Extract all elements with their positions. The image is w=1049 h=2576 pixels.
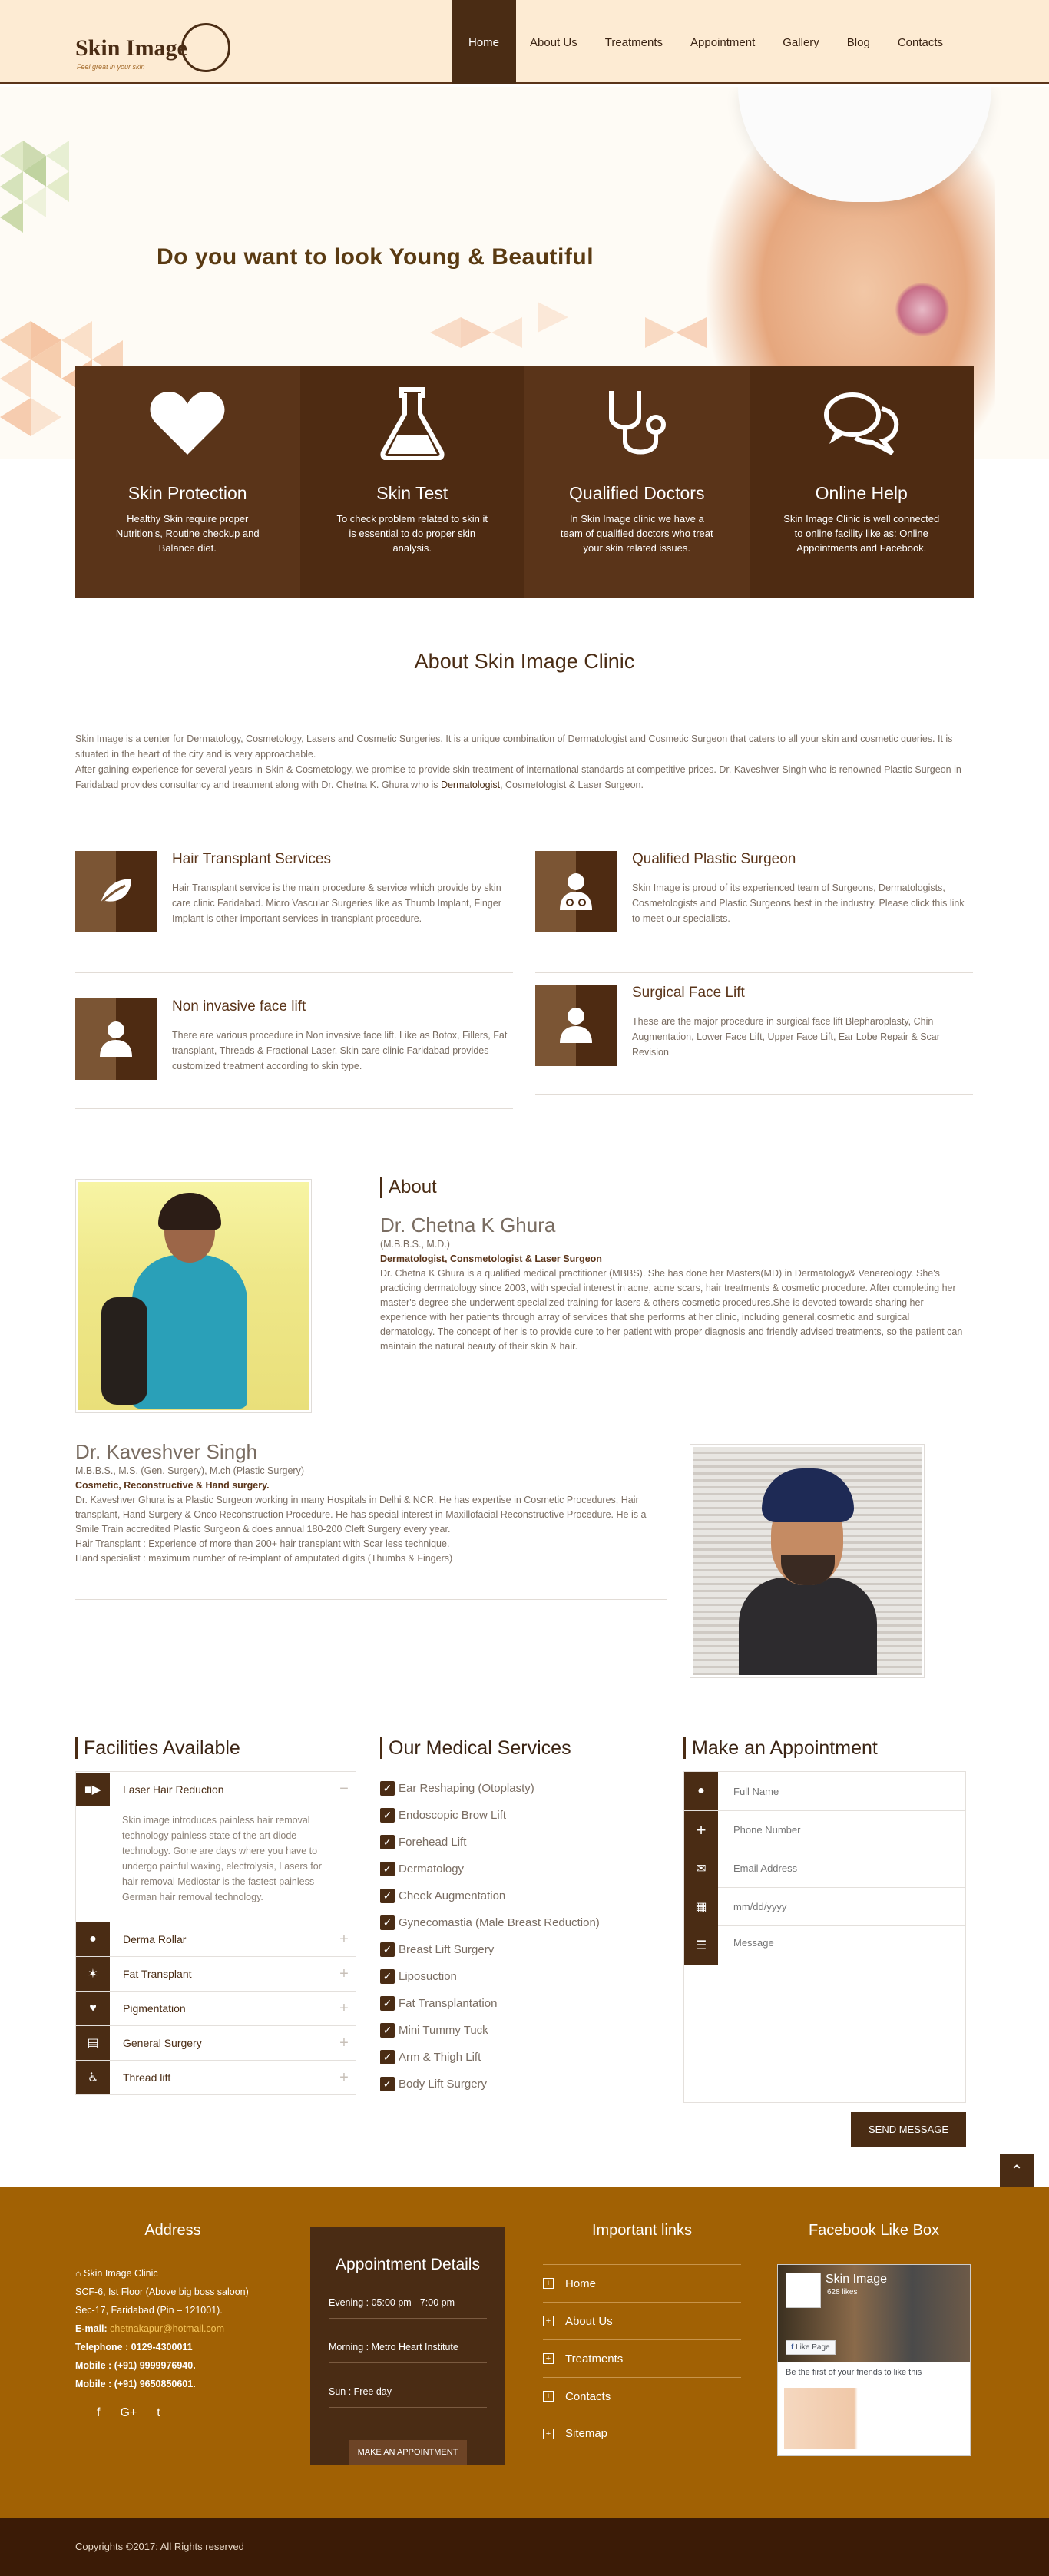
list-item-label: Arm & Thigh Lift: [399, 2051, 481, 2064]
list-item-label: Endoscopic Brow Lift: [399, 1809, 507, 1822]
dr-chetna-degree: (M.B.B.S., M.D.): [380, 1239, 450, 1250]
doctor-icon: [535, 851, 617, 932]
footer-link-label: Contacts: [565, 2389, 611, 2403]
telephone: Telephone : 0129-4300011: [75, 2342, 193, 2353]
facebook-likes-count: 628 likes: [827, 2288, 858, 2296]
service-text: Hair Transplant service is the main procedure & service which provide by skin care clinic Faridabad. Micro Vascular Surgeries like as Thumb Implant, Finger Implant is other important services in transplant procedure.: [172, 882, 501, 924]
accordion-item-pigmentation[interactable]: [76, 1991, 356, 2025]
important-links-list: [543, 2264, 741, 2452]
feature-skin-protection: [75, 366, 300, 598]
footer-link-treatments[interactable]: [543, 2339, 741, 2377]
flask-icon: [300, 380, 525, 466]
nav-gallery[interactable]: Gallery: [783, 36, 819, 49]
social-icons: [75, 2404, 249, 2422]
list-item[interactable]: [380, 1909, 626, 1936]
about-paragraph-1: Skin Image is a center for Dermatology, Cosmetology, Lasers and Cosmetic Surgeries. It is a unique combination of Dermatologist and Cosmetic Surgeon that caters to all your skin and cosmetic queries. It is situated in the heart of the city and is very approachable.: [75, 733, 953, 760]
divider: [535, 1094, 973, 1095]
email-label: E-mail:: [75, 2323, 108, 2334]
dr-kaveshver-hair-transplant: Hair Transplant : Experience of more than 200+ hair transplant with Scar less technique.: [75, 1538, 450, 1549]
divider: [75, 1108, 513, 1109]
list-item-label: Breast Lift Surgery: [399, 1943, 495, 1956]
list-item-label: Cheek Augmentation: [399, 1889, 506, 1902]
plus-icon[interactable]: +: [339, 1930, 349, 1948]
nav-contacts[interactable]: Contacts: [897, 36, 944, 49]
photo-hair: [158, 1193, 221, 1230]
accordion-label: Derma Rollar: [123, 1933, 187, 1945]
accordion-label: General Surgery: [123, 2037, 202, 2049]
appointment-form: [683, 1771, 966, 2103]
facebook-post-preview-image: [784, 2388, 959, 2449]
footer-link-contacts[interactable]: [543, 2377, 741, 2415]
doctors-about-heading: About: [380, 1177, 437, 1198]
main-nav: [452, 0, 957, 84]
nav-blog[interactable]: Blog: [846, 36, 870, 49]
medical-services-list: [380, 1775, 626, 2098]
check-icon: ✓: [380, 1835, 395, 1849]
stethoscope-icon: [524, 380, 750, 466]
feature-qualified-doctors: [524, 366, 750, 598]
about-text: [75, 731, 974, 793]
copyright-bar: Copyrights ©2017: All Rights reserved: [0, 2518, 1049, 2576]
service-text: These are the major procedure in surgical face lift Blepharoplasty, Chin Augmentation, Lower Face Lift, Upper Face Lift, Ear Lobe Repair & Scar Revision: [632, 1016, 940, 1058]
accordion-item-laser-hair-reduction[interactable]: [76, 1772, 356, 1806]
footer-link-label: About Us: [565, 2314, 613, 2328]
service-text: There are various procedure in Non invasive face lift. Like as Botox, Fillers, Fat transplant, Threads & Fractional Laser. Skin care clinic Faridabad provides customized treatment according to skin type.: [172, 1030, 508, 1071]
accordion-label: Thread lift: [123, 2071, 171, 2084]
footer-link-about-us[interactable]: [543, 2302, 741, 2339]
list-item[interactable]: [380, 2071, 626, 2098]
about-paragraph-2-end: , Cosmetologist & Laser Surgeon.: [500, 780, 644, 790]
email-link[interactable]: chetnakapur@hotmail.com: [110, 2323, 225, 2334]
list-item-label: Ear Reshaping (Otoplasty): [399, 1782, 534, 1795]
check-icon: ✓: [380, 1889, 395, 1903]
divider: [75, 1599, 667, 1600]
check-icon: ✓: [380, 1781, 395, 1796]
feature-title: Online Help: [815, 483, 908, 503]
nav-home[interactable]: Home: [452, 0, 516, 84]
accordion-label: Laser Hair Reduction: [123, 1783, 224, 1796]
list-item[interactable]: [380, 1802, 626, 1829]
heart-icon: [75, 380, 300, 466]
list-item[interactable]: [380, 1856, 626, 1882]
message-textarea[interactable]: [733, 1937, 965, 2102]
video-camera-icon: ■▶: [76, 1773, 110, 1806]
footer-link-label: Sitemap: [565, 2427, 608, 2440]
plus-icon[interactable]: +: [339, 1999, 349, 2017]
chevron-up-icon: ⌃: [1010, 2163, 1024, 2180]
check-icon: ✓: [380, 1862, 395, 1876]
dr-chetna-photo: [75, 1179, 312, 1413]
like-page-label: Like Page: [796, 2343, 830, 2352]
accordion-open-panel: [76, 1772, 356, 1922]
list-item[interactable]: [380, 2044, 626, 2071]
check-icon: ✓: [380, 1915, 395, 1930]
user-icon: ●: [684, 1772, 718, 1810]
photo-suit: [739, 1578, 877, 1675]
list-item-label: Forehead Lift: [399, 1836, 467, 1849]
full-name-input[interactable]: [733, 1786, 965, 1797]
dr-chetna-info: [380, 1214, 964, 1354]
date-input[interactable]: [733, 1901, 965, 1912]
service-title: Qualified Plastic Surgeon: [632, 851, 796, 867]
site-header: [0, 0, 1049, 84]
photo-turban: [762, 1468, 854, 1522]
leaf-icon: [75, 851, 157, 932]
clinic-name-text: Skin Image Clinic: [84, 2268, 158, 2279]
heart-icon: ♥: [76, 1992, 110, 2025]
dr-chetna-bio: Dr. Chetna K Ghura is a qualified medical practitioner (MBBS). She has done her Masters(MD) in Dermatology& Venereology. She's practicing dermatology since 2003, with special interest in acne, acne scars, hair treatments & cosmetic procedure. After completing her master's degree she underwent specialized training for lasers & others cosmetic procedures.She is devoted towards sharing her experience with her patients through array of services that she performs at her clinic, including general,cosmetic and surgical dermatology. The concept of her is to provide cure to her patient with proper diagnosis and friendly advised treatments, so the patient can maintain the natural beauty of their skin & hair.: [380, 1268, 963, 1352]
form-row: [684, 1772, 965, 1810]
plus-icon: +: [543, 2278, 554, 2289]
address-line-2: Sec-17, Faridabad (Pin – 121001).: [75, 2305, 223, 2316]
check-icon: ✓: [380, 1808, 395, 1823]
check-icon: ✓: [380, 2050, 395, 2064]
accordion-item-derma-rollar[interactable]: [76, 1922, 356, 1956]
facebook-page-name[interactable]: Skin Image: [826, 2273, 888, 2286]
medical-services-title: Our Medical Services: [380, 1737, 571, 1759]
send-message-button[interactable]: SEND MESSAGE: [851, 2112, 966, 2147]
feature-text: Healthy Skin require proper Nutrition's, Routine checkup and Balance diet.: [115, 513, 260, 554]
nav-appointment[interactable]: Appointment: [690, 36, 756, 49]
scroll-to-top-button[interactable]: [1000, 2154, 1034, 2188]
check-icon: ✓: [380, 1969, 395, 1984]
form-row: [684, 1925, 965, 2102]
accordion-label: Pigmentation: [123, 2002, 186, 2015]
list-item[interactable]: [380, 2017, 626, 2044]
plus-icon: +: [543, 2316, 554, 2326]
hero-orchid-flower-image: [895, 283, 949, 336]
user-icon: [75, 998, 157, 1080]
feature-title: Skin Test: [376, 483, 448, 503]
list-item[interactable]: [380, 1775, 626, 1802]
dr-kaveshver-info: [75, 1440, 667, 1566]
service-non-invasive-face-lift[interactable]: [75, 998, 513, 1110]
dr-kaveshver-hand-specialist: Hand specialist : maximum number of re-implant of amputated digits (Thumbs & Fingers): [75, 1553, 453, 1564]
check-icon: ✓: [380, 2077, 395, 2091]
facilities-title: Facilities Available: [75, 1737, 240, 1759]
accordion-body: Skin image introduces painless hair removal technology painless state of the art diode technology. Gone are days where you have to undergo painful waxing, electrolysis, Lasers for hair removal Mediostar is the fastest painless German hair removal technology.: [122, 1815, 322, 1902]
dr-kaveshver-name: Dr. Kaveshver Singh: [75, 1440, 258, 1463]
list-item[interactable]: [380, 1829, 626, 1856]
envelope-icon: ✉: [684, 1849, 718, 1888]
footer-link-sitemap[interactable]: [543, 2415, 741, 2452]
plus-icon: +: [543, 2429, 554, 2439]
feature-title: Skin Protection: [127, 483, 247, 503]
logo-tagline: Feel great in your skin: [77, 63, 145, 71]
list-item-label: Gynecomastia (Male Breast Reduction): [399, 1916, 600, 1929]
chat-icon: [750, 380, 975, 466]
facebook-icon[interactable]: f: [97, 2406, 101, 2419]
facebook-like-page-button[interactable]: [786, 2340, 836, 2355]
morning-hours: Morning : Metro Heart Institute: [329, 2319, 487, 2363]
service-title: Hair Transplant Services: [172, 851, 331, 867]
dr-chetna-name: Dr. Chetna K Ghura: [380, 1214, 556, 1237]
service-text: Skin Image is proud of its experienced team of Surgeons, Dermatologists, Cosmetologists and Plastic Surgeons best in the industry. Please click this link to meet our specialists.: [632, 882, 965, 924]
about-paragraph-2: [75, 762, 974, 793]
list-item-label: Body Lift Surgery: [399, 2078, 488, 2091]
list-item[interactable]: [380, 1936, 626, 1963]
facebook-icon: f: [791, 2343, 794, 2352]
accordion-item-general-surgery[interactable]: [76, 2025, 356, 2060]
divider: [535, 972, 973, 973]
appointment-details-title: Appointment Details: [336, 2256, 480, 2273]
about-title: About Skin Image Clinic: [414, 650, 635, 673]
accordion-item-fat-transplant[interactable]: [76, 1956, 356, 1991]
facebook-like-box-title: Facebook Like Box: [808, 2222, 940, 2239]
user-icon: ●: [76, 1922, 110, 1956]
logo-title: Skin Image: [75, 35, 187, 61]
form-row: [684, 1849, 965, 1887]
feature-boxes: [75, 366, 974, 598]
form-row: [684, 1887, 965, 1925]
photo-blue-saree: [132, 1255, 247, 1409]
service-title: Surgical Face Lift: [632, 985, 745, 1001]
facilities-accordion: [75, 1771, 356, 2095]
site-logo[interactable]: [75, 22, 221, 75]
calendar-icon: ▦: [684, 1888, 718, 1926]
list-item-label: Dermatology: [399, 1862, 465, 1876]
user-icon: [535, 985, 617, 1066]
accordion-item-thread-lift[interactable]: [76, 2060, 356, 2094]
list-item[interactable]: [380, 1990, 626, 2017]
plus-icon[interactable]: +: [339, 2068, 349, 2086]
service-surgical-face-lift[interactable]: [535, 985, 973, 1096]
sunday-hours: Sun : Free day: [329, 2363, 487, 2408]
dr-kaveshver-bio: Dr. Kaveshver Ghura is a Plastic Surgeon working in many Hospitals in Delhi & NCR. He has expertise in Cosmetic Procedures, Hair transplant, Hand Surgery & Onco Reconstruction Procedure. He has special interest in Maxillofacial Reconstructive Procedure. He is a Smile Train accredited Plastic Surgeon & does annual 180-200 Cleft Surgery every year.: [75, 1495, 647, 1535]
feature-online-help: [750, 366, 975, 598]
dermatologist-link[interactable]: Dermatologist: [440, 780, 501, 790]
service-hair-transplant[interactable]: [75, 851, 513, 974]
home-icon: ⌂: [75, 2268, 81, 2279]
clinic-name: [75, 2264, 249, 2283]
stethoscope-icon: ✶: [76, 1957, 110, 1991]
facebook-cover-image: [778, 2265, 970, 2362]
appointment-title: Make an Appointment: [683, 1737, 878, 1759]
facebook-like-box[interactable]: [777, 2264, 971, 2456]
check-icon: ✓: [380, 1942, 395, 1957]
clipboard-icon: ▤: [76, 2026, 110, 2060]
address-block: [75, 2264, 249, 2422]
feature-title: Qualified Doctors: [569, 483, 705, 503]
service-title: Non invasive face lift: [172, 998, 306, 1015]
form-row: [684, 1810, 965, 1849]
list-item-label: Mini Tummy Tuck: [399, 2024, 488, 2037]
google-plus-icon[interactable]: G+: [120, 2406, 137, 2419]
plus-icon: +: [684, 1811, 718, 1849]
mobile-2: Mobile : (+91) 9650850601.: [75, 2379, 196, 2389]
nav-treatments[interactable]: Treatments: [604, 36, 663, 49]
align-left-icon: ☰: [684, 1926, 718, 1965]
footer-link-label: Home: [565, 2276, 597, 2290]
feature-text: To check problem related to skin it is essential to do proper skin analysis.: [336, 513, 488, 554]
dr-kaveshver-degree: M.B.B.S., M.S. (Gen. Surgery), M.ch (Plastic Surgery): [75, 1465, 304, 1476]
feature-skin-test: [300, 366, 525, 598]
wheelchair-icon: ♿: [76, 2061, 110, 2094]
email-line: [75, 2319, 249, 2338]
divider: [75, 972, 513, 973]
facebook-page-avatar: [786, 2273, 821, 2308]
plus-icon[interactable]: +: [339, 1965, 349, 1982]
about-paragraph-2-text: After gaining experience for several years in Skin & Cosmetology, we promise to provide skin treatment of international standards at competitive prices. Dr. Kaveshver Singh who is renowned Plastic Surgeon in Faridabad provides consultancy and treatment along with Dr. Chetna K. Ghura who is: [75, 764, 961, 790]
list-item[interactable]: [380, 1963, 626, 1990]
list-item[interactable]: [380, 1882, 626, 1909]
address-title: Address: [144, 2222, 201, 2239]
list-item-label: Liposuction: [399, 1970, 457, 1983]
mobile-1: Mobile : (+91) 9999976940.: [75, 2360, 196, 2371]
important-links-title: Important links: [591, 2222, 693, 2239]
list-item-label: Fat Transplantation: [399, 1997, 498, 2010]
plus-icon: +: [543, 2391, 554, 2402]
dr-kaveshver-photo: [690, 1444, 925, 1678]
address-line-1: SCF-6, Ist Floor (Above big boss saloon): [75, 2286, 249, 2297]
phone-number-input[interactable]: [733, 1824, 965, 1836]
check-icon: ✓: [380, 1996, 395, 2011]
service-plastic-surgeon[interactable]: [535, 851, 973, 974]
feature-text: In Skin Image clinic we have a team of qualified doctors who treat your skin related issues.: [560, 513, 713, 554]
plus-icon[interactable]: +: [339, 2034, 349, 2051]
email-input[interactable]: [733, 1862, 965, 1874]
footer-link-home[interactable]: [543, 2264, 741, 2302]
evening-hours: Evening : 05:00 pm - 7:00 pm: [329, 2274, 487, 2319]
logo-circle-emblem: [181, 23, 230, 72]
feature-text: Skin Image Clinic is well connected to online facility like as: Online Appointments and Facebook.: [783, 513, 940, 554]
accordion-label: Fat Transplant: [123, 1968, 192, 1980]
dr-chetna-speciality: Dermatologist, Consmetologist & Laser Surgeon: [380, 1253, 602, 1264]
photo-chair: [101, 1297, 147, 1405]
footer-link-label: Treatments: [565, 2352, 624, 2366]
nav-about-us[interactable]: About Us: [530, 36, 577, 49]
check-icon: ✓: [380, 2023, 395, 2038]
hero-title: Do you want to look Young & Beautiful: [157, 244, 594, 270]
minus-icon[interactable]: −: [339, 1780, 349, 1797]
plus-icon: +: [543, 2353, 554, 2364]
facebook-friends-text: Be the first of your friends to like this: [786, 2368, 922, 2377]
appointment-details-box: [310, 2227, 505, 2465]
dr-kaveshver-speciality: Cosmetic, Reconstructive & Hand surgery.: [75, 1480, 270, 1491]
make-appointment-button[interactable]: MAKE AN APPOINTMENT: [349, 2440, 468, 2465]
twitter-icon[interactable]: t: [157, 2406, 160, 2419]
